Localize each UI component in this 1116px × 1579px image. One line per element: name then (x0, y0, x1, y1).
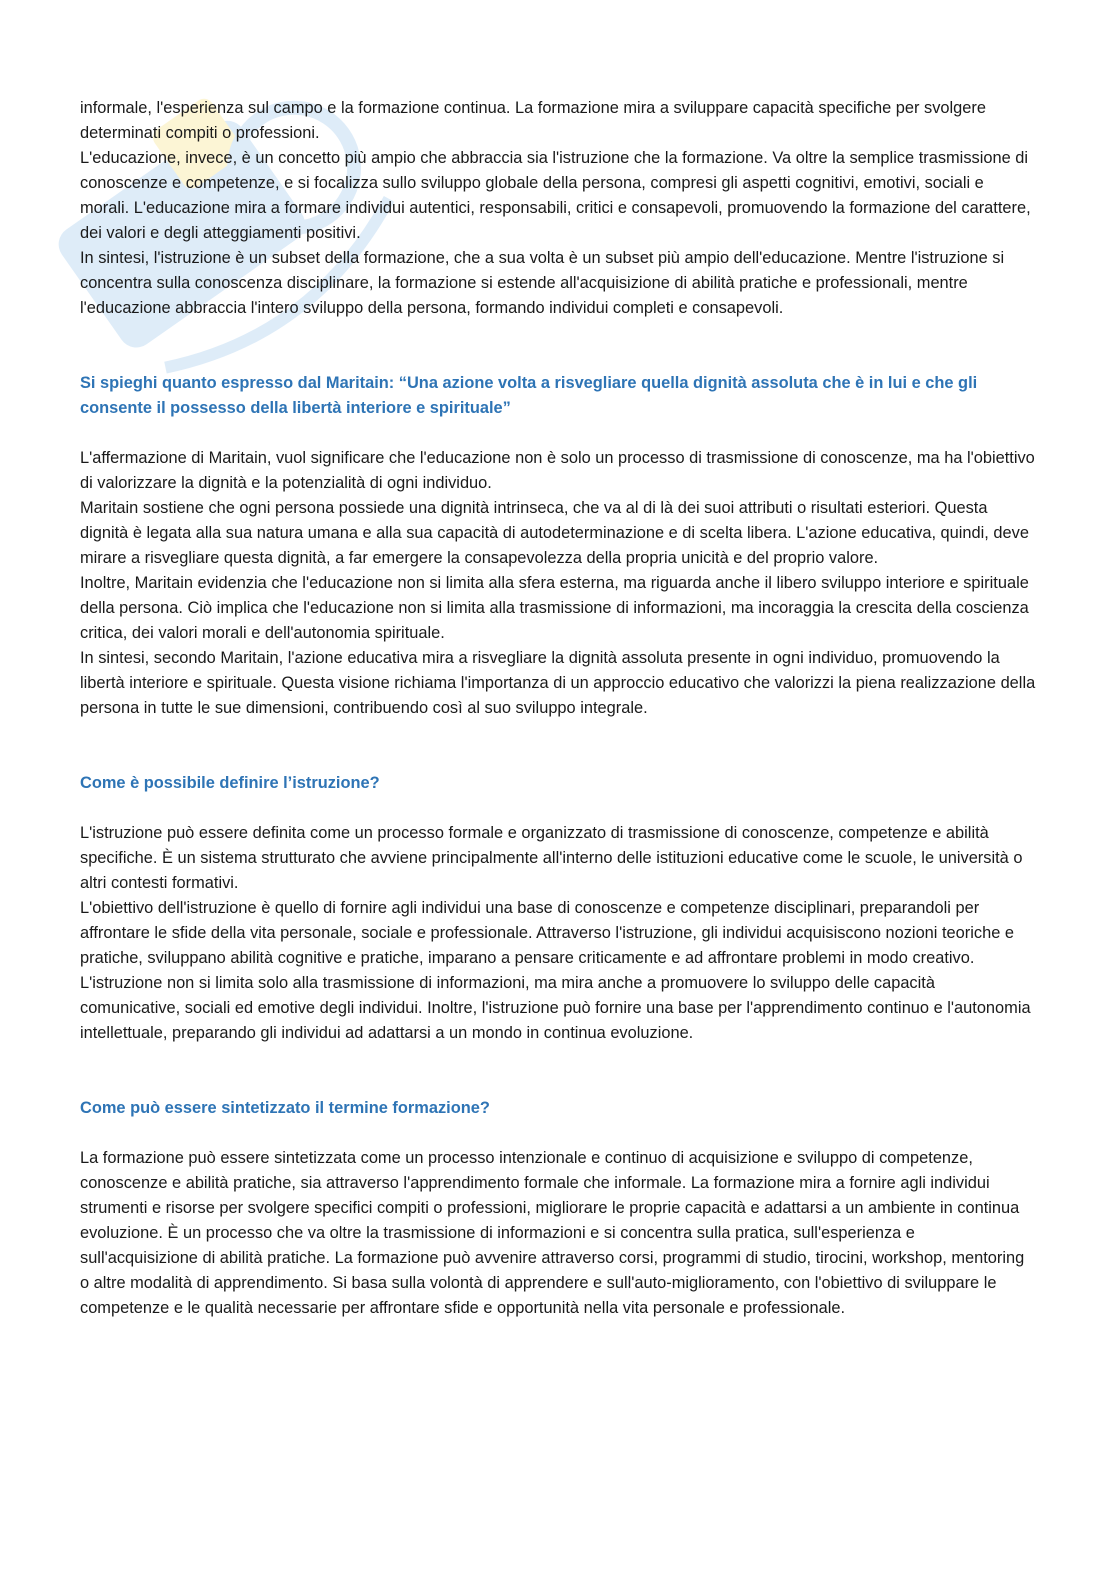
intro-paragraph: informale, l'esperienza sul campo e la formazione continua. La formazione mira a sviluppare capacità specifiche per svolgere determinati compiti o professioni. (80, 99, 986, 142)
intro-paragraph: In sintesi, l'istruzione è un subset della formazione, che a sua volta è un subset più ampio dell'educazione. Mentre l'istruzione si concentra sulla conoscenza disciplinare, la formazione si estende all'acquisizione di abilità pratiche e professionali, mentre l'educazione abbraccia l'intero sviluppo della persona, formando individui completi e consapevoli. (80, 249, 1005, 317)
section-formazione (80, 1096, 1036, 1321)
section-paragraph: Maritain sostiene che ogni persona possiede una dignità intrinseca, che va al di là dei suoi attributi o risultati esteriori. Questa dignità è legata alla sua natura umana e alla sua capacità di autodeterminazione e di scelta libera. L'azione educativa, quindi, deve mirare a risvegliare questa dignità, a far emergere la consapevolezza della propria unicità e del proprio valore. (80, 499, 1029, 567)
section-paragraph: L'istruzione non si limita solo alla trasmissione di informazioni, ma mira anche a promuovere lo sviluppo delle capacità comunicative, sociali ed emotive degli individui. Inoltre, l'istruzione può fornire una base per l'apprendimento continuo e l'autonomia intellettuale, preparando gli individui ad adattarsi a un mondo in continua evoluzione. (80, 974, 1031, 1042)
section-paragraph: In sintesi, secondo Maritain, l'azione educativa mira a risvegliare la dignità assoluta presente in ogni individuo, promuovendo la libertà interiore e spirituale. Questa visione richiama l'importanza di un approccio educativo che valorizzi la piena realizzazione della persona in tutte le sue dimensioni, contribuendo così al suo sviluppo integrale. (80, 649, 1036, 717)
section-heading: Come è possibile definire l’istruzione? (80, 774, 380, 792)
section-maritain (80, 371, 1036, 721)
intro-paragraph: L'educazione, invece, è un concetto più ampio che abbraccia sia l'istruzione che la formazione. Va oltre la semplice trasmissione di conoscenze e competenze, e si focalizza sullo sviluppo globale della persona, compresi gli aspetti cognitivi, emotivi, sociali e morali. L'educazione mira a formare individui autentici, responsabili, critici e consapevoli, promuovendo la formazione del carattere, dei valori e degli atteggiamenti positivi. (80, 149, 1031, 242)
section-heading: Come può essere sintetizzato il termine formazione? (80, 1099, 490, 1117)
section-paragraph: L'istruzione può essere definita come un processo formale e organizzato di trasmissione di conoscenze, competenze e abilità specifiche. È un sistema strutturato che avviene principalmente all'interno delle istituzioni educative come le scuole, le università o altri contesti formativi. (80, 824, 1023, 892)
section-heading: Si spieghi quanto espresso dal Maritain: “Una azione volta a risvegliare quella dignità assoluta che è in lui e che gli consente il possesso della libertà interiore e spirituale” (80, 374, 978, 417)
document-body (80, 96, 1036, 1321)
section-paragraph: L'obiettivo dell'istruzione è quello di fornire agli individui una base di conoscenze e competenze disciplinari, preparandoli per affrontare le sfide della vita personale, sociale e professionale. Attraverso l'istruzione, gli individui acquisiscono nozioni teoriche e pratiche, sviluppano abilità cognitive e pratiche, imparano a pensare criticamente e ad affrontare problemi in modo creativo. (80, 899, 1014, 967)
section-istruzione (80, 771, 1036, 1046)
section-paragraph: La formazione può essere sintetizzata come un processo intenzionale e continuo di acquisizione e sviluppo di competenze, conoscenze e abilità pratiche, sia attraverso l'apprendimento formale che informale. La formazione mira a fornire agli individui strumenti e risorse per svolgere specifici compiti o professioni, migliorare le proprie capacità e adattarsi a un ambiente in continua evoluzione. È un processo che va oltre la trasmissione di informazioni e si concentra sulla pratica, sull'esperienza e sull'acquisizione di abilità pratiche. La formazione può avvenire attraverso corsi, programmi di studio, tirocini, workshop, mentoring o altre modalità di apprendimento. Si basa sulla volontà di apprendere e sull'auto-miglioramento, con l'obiettivo di sviluppare le competenze e le qualità necessarie per affrontare sfide e opportunità nella vita personale e professionale. (80, 1149, 1025, 1317)
section-paragraph: Inoltre, Maritain evidenzia che l'educazione non si limita alla sfera esterna, ma riguarda anche il libero sviluppo interiore e spirituale della persona. Ciò implica che l'educazione non si limita alla trasmissione di informazioni, ma incoraggia la crescita della coscienza critica, dei valori morali e dell'autonomia spirituale. (80, 574, 1029, 642)
section-paragraph: L'affermazione di Maritain, vuol significare che l'educazione non è solo un processo di trasmissione di conoscenze, ma ha l'obiettivo di valorizzare la dignità e la potenzialità di ogni individuo. (80, 449, 1035, 492)
